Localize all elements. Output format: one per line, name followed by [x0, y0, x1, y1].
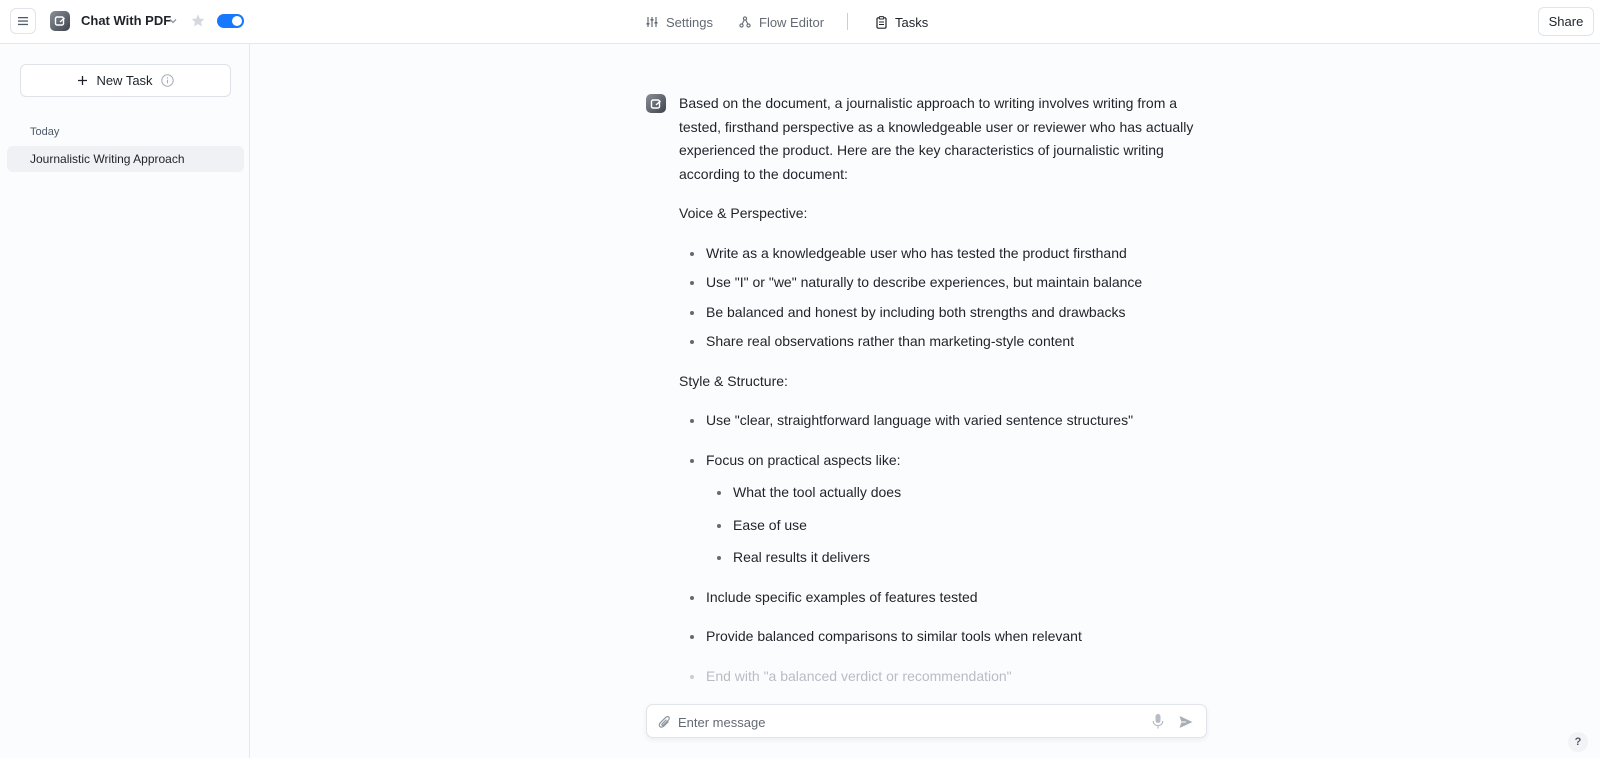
hamburger-icon — [17, 16, 29, 26]
sub-list-item: Ease of use — [706, 514, 1209, 538]
list-item-text: Focus on practical aspects like: — [706, 451, 901, 468]
nav-divider — [847, 13, 848, 30]
sidebar-item-journalistic-writing-approach[interactable] — [7, 146, 244, 172]
list-item — [679, 625, 1209, 649]
list-item-text: Use "clear, straightforward language with varied sentence structures" — [706, 412, 1134, 428]
list-item — [679, 409, 1209, 433]
sub-list-item: What the tool actually does — [706, 481, 1209, 505]
tab-flow-editor[interactable] — [739, 12, 824, 32]
list-item — [679, 665, 1209, 689]
section-title-voice: Voice & Perspective: — [679, 205, 808, 221]
list-item — [679, 586, 1209, 610]
tab-flow-editor-label: Flow Editor — [759, 14, 825, 30]
tab-tasks[interactable] — [876, 12, 928, 32]
flow-icon — [739, 16, 751, 28]
sidebar — [0, 44, 250, 758]
chat-area — [251, 44, 1600, 758]
top-bar — [0, 0, 1600, 44]
help-button[interactable]: ? — [1568, 732, 1588, 752]
chevron-down-icon[interactable] — [168, 16, 178, 26]
info-icon[interactable] — [161, 74, 174, 87]
plus-icon — [77, 75, 88, 86]
history-group-label: Today — [30, 126, 60, 138]
new-task-label: New Task — [96, 73, 153, 88]
new-task-button[interactable] — [20, 64, 231, 97]
list-item: Write as a knowledgeable user who has tested the product firsthand — [679, 242, 1209, 266]
assistant-avatar-icon — [646, 94, 666, 113]
message-intro: Based on the document, a journalistic approach to writing involves writing from a tested, firsthand perspective as a knowledgeable user or reviewer who has actually experienced the product. Here are the key characteristics of journalistic writing according to the document: — [679, 95, 1194, 182]
star-icon[interactable] — [190, 13, 206, 29]
list-item — [679, 449, 1209, 570]
send-icon[interactable] — [1178, 714, 1194, 730]
tab-settings-label: Settings — [666, 14, 713, 30]
list-item-text: End with "a balanced verdict or recommendation" — [706, 667, 1012, 684]
style-list — [679, 409, 1209, 688]
menu-button[interactable] — [10, 8, 36, 34]
sliders-icon — [646, 16, 658, 28]
list-item-text: Include specific examples of features tested — [706, 588, 978, 605]
message-input[interactable] — [678, 711, 1128, 733]
section-title-style: Style & Structure: — [679, 372, 788, 389]
list-item: Be balanced and honest by including both strengths and drawbacks — [679, 301, 1209, 325]
sub-list-item: Real results it delivers — [706, 546, 1209, 570]
toggle-switch[interactable] — [217, 14, 244, 28]
microphone-icon[interactable] — [1151, 713, 1165, 730]
list-item: Use "I" or "we" naturally to describe experiences, but maintain balance — [679, 271, 1209, 295]
sub-list — [706, 481, 1209, 570]
assistant-message — [679, 92, 1209, 704]
voice-list — [679, 242, 1209, 354]
clipboard-icon — [876, 16, 887, 29]
app-logo-icon — [50, 11, 70, 31]
toggle-knob — [232, 16, 242, 26]
tab-settings[interactable] — [646, 12, 713, 32]
app-title[interactable]: Chat With PDF — [81, 13, 172, 28]
message-composer — [646, 704, 1207, 738]
list-item: Share real observations rather than marketing-style content — [679, 330, 1209, 354]
list-item-text: Provide balanced comparisons to similar tools when relevant — [706, 628, 1082, 644]
paperclip-icon[interactable] — [658, 714, 672, 730]
tab-tasks-label: Tasks — [895, 14, 929, 30]
history-item-label: Journalistic Writing Approach — [30, 152, 185, 166]
share-button[interactable]: Share — [1538, 7, 1594, 36]
